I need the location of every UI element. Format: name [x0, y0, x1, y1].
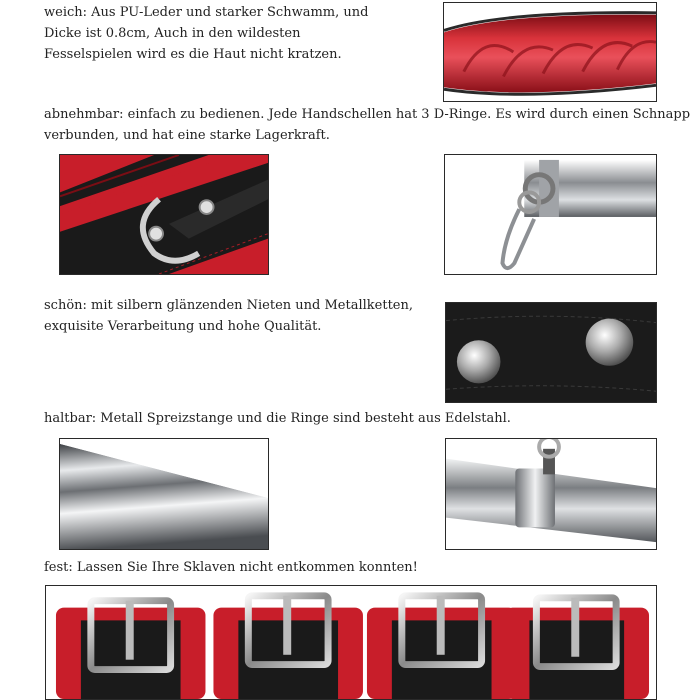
text-line: exquisite Verarbeitung und hohe Qualität.: [44, 319, 322, 334]
photo-padded-leather: [443, 2, 657, 102]
description-soft: [44, 2, 368, 65]
text-line: abnehmbar: einfach zu bedienen. Jede Handschellen hat 3 D-Ringe. Es wird durch einen Schnapp: [44, 107, 691, 122]
text-line: schön: mit silbern glänzenden Nieten und Metallketten,: [44, 298, 413, 313]
text-line: Dicke ist 0.8cm, Auch in den wildesten: [44, 26, 301, 41]
photo-snap-hook: [444, 154, 657, 275]
photo-cuffs-buckles: [45, 585, 657, 700]
photo-steel-bar: [59, 438, 269, 550]
photo-bar-ring: [445, 438, 657, 550]
description-secure: [44, 557, 418, 578]
text-line: verbunden, und hat eine starke Lagerkraft.: [44, 128, 330, 143]
description-beautiful: [44, 295, 413, 337]
photo-rivets: [445, 302, 657, 403]
text-line: fest: Lassen Sie Ihre Sklaven nicht entkommen konnten!: [44, 560, 418, 575]
description-durable: [44, 408, 511, 429]
photo-cuff-d-ring: [59, 154, 269, 275]
text-line: Fesselspielen wird es die Haut nicht kratzen.: [44, 47, 342, 62]
description-removable: [44, 104, 690, 146]
text-line: haltbar: Metall Spreizstange und die Ringe sind besteht aus Edelstahl.: [44, 411, 511, 426]
text-line: weich: Aus PU-Leder und starker Schwamm, und: [44, 5, 369, 20]
